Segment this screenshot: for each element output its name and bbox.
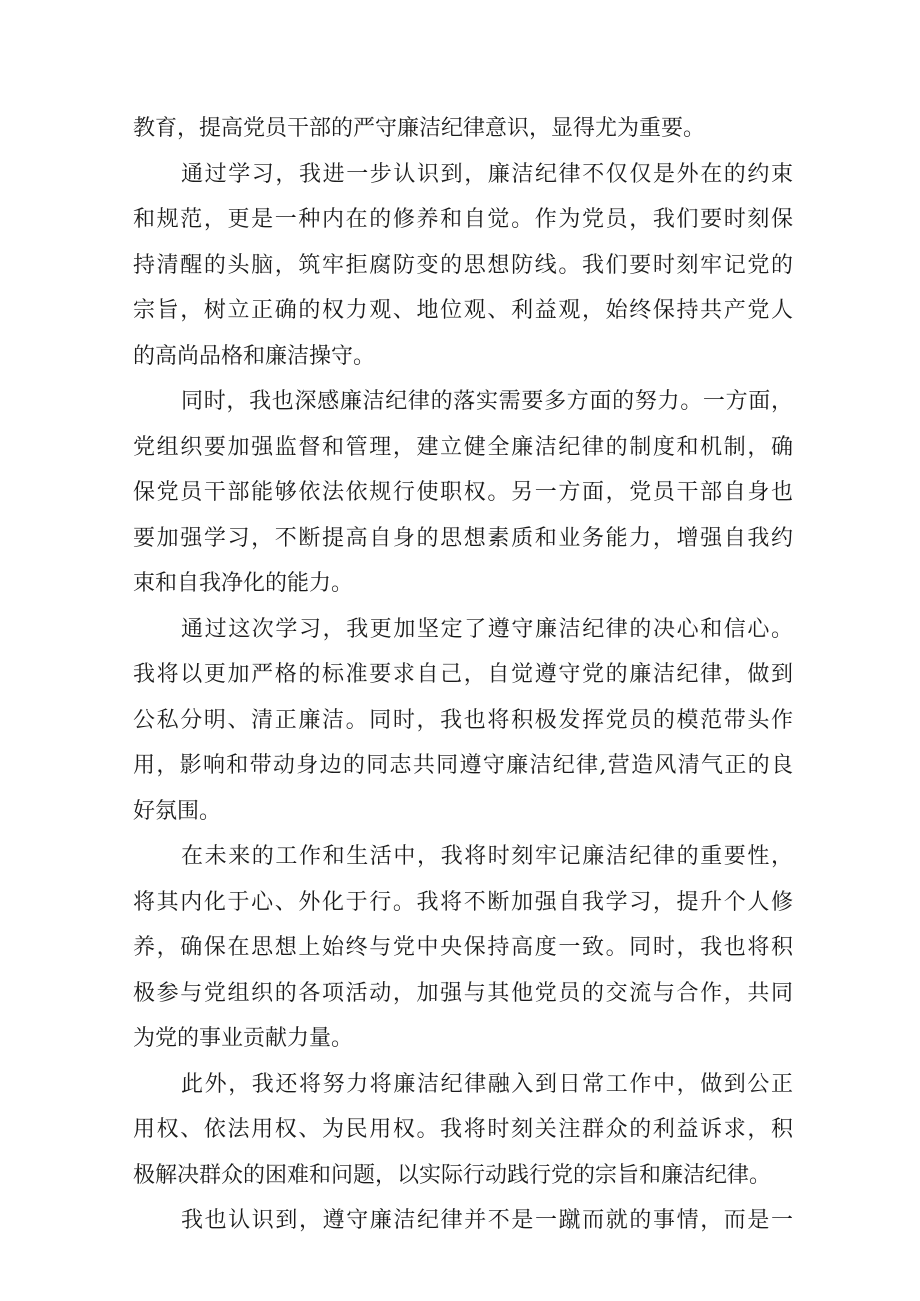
paragraph-first-line: 在未来的工作和生活中，我将时刻牢记廉洁纪律的重要性， — [181, 844, 793, 869]
text-line: 公私分明、清正廉洁。同时，我也将积极发挥党员的模范带头作 — [133, 707, 793, 733]
text-line: 的高尚品格和廉洁操守。 — [133, 343, 376, 369]
text-line: 要加强学习，不断提高自身的思想素质和业务能力，增强自我约 — [133, 525, 793, 551]
paragraph-first-line: 此外，我还将努力将廉洁纪律融入到日常工作中，做到公正 — [181, 1071, 793, 1097]
text-line: 宗旨，树立正确的权力观、地位观、利益观，始终保持共产党人 — [133, 298, 793, 323]
text-line: 好氛围。 — [133, 798, 222, 824]
paragraph-first-line: 同时，我也深感廉洁纪律的落实需要多方面的努力。一方面， — [181, 389, 793, 414]
text-line: 用，影响和带动身边的同志共同遵守廉洁纪律,营造风清气正的良 — [133, 753, 793, 778]
paragraph-first-line: 通过学习，我进一步认识到，廉洁纪律不仅仅是外在的约束 — [181, 161, 793, 187]
paragraph-first-line: 我也认识到，遵守廉洁纪律并不是一蹴而就的事情，而是一 — [181, 1208, 793, 1233]
paragraph-first-line: 通过这次学习，我更加坚定了遵守廉洁纪律的决心和信心。 — [181, 616, 793, 642]
text-line: 极参与党组织的各项活动，加强与其他党员的交流与合作，共同 — [133, 980, 793, 1006]
text-line: 和规范，更是一种内在的修养和自觉。作为党员，我们要时刻保 — [133, 207, 793, 232]
text-line: 持清醒的头脑，筑牢拒腐防变的思想防线。我们要时刻牢记党的 — [133, 252, 793, 278]
text-line: 极解决群众的困难和问题，以实际行动践行党的宗旨和廉洁纪律。 — [133, 1162, 772, 1188]
text-line: 保党员干部能够依法依规行使职权。另一方面，党员干部自身也 — [133, 480, 793, 505]
text-line: 我将以更加严格的标准要求自己，自觉遵守党的廉洁纪律，做到 — [133, 662, 793, 687]
text-line: 将其内化于心、外化于行。我将不断加强自我学习，提升个人修 — [133, 889, 793, 915]
text-line: 为党的事业贡献力量。 — [133, 1026, 354, 1051]
text-line: 束和自我净化的能力。 — [133, 571, 354, 596]
text-line: 党组织要加强监督和管理，建立健全廉洁纪律的制度和机制，确 — [133, 434, 793, 460]
text-line: 用权、依法用权、为民用权。我将时刻关注群众的利益诉求，积 — [133, 1117, 793, 1142]
text-line: 教育，提高党员干部的严守廉洁纪律意识，显得尤为重要。 — [133, 116, 706, 141]
text-line: 养，确保在思想上始终与党中央保持高度一致。同时，我也将积 — [133, 935, 793, 960]
document-body — [133, 106, 793, 1244]
